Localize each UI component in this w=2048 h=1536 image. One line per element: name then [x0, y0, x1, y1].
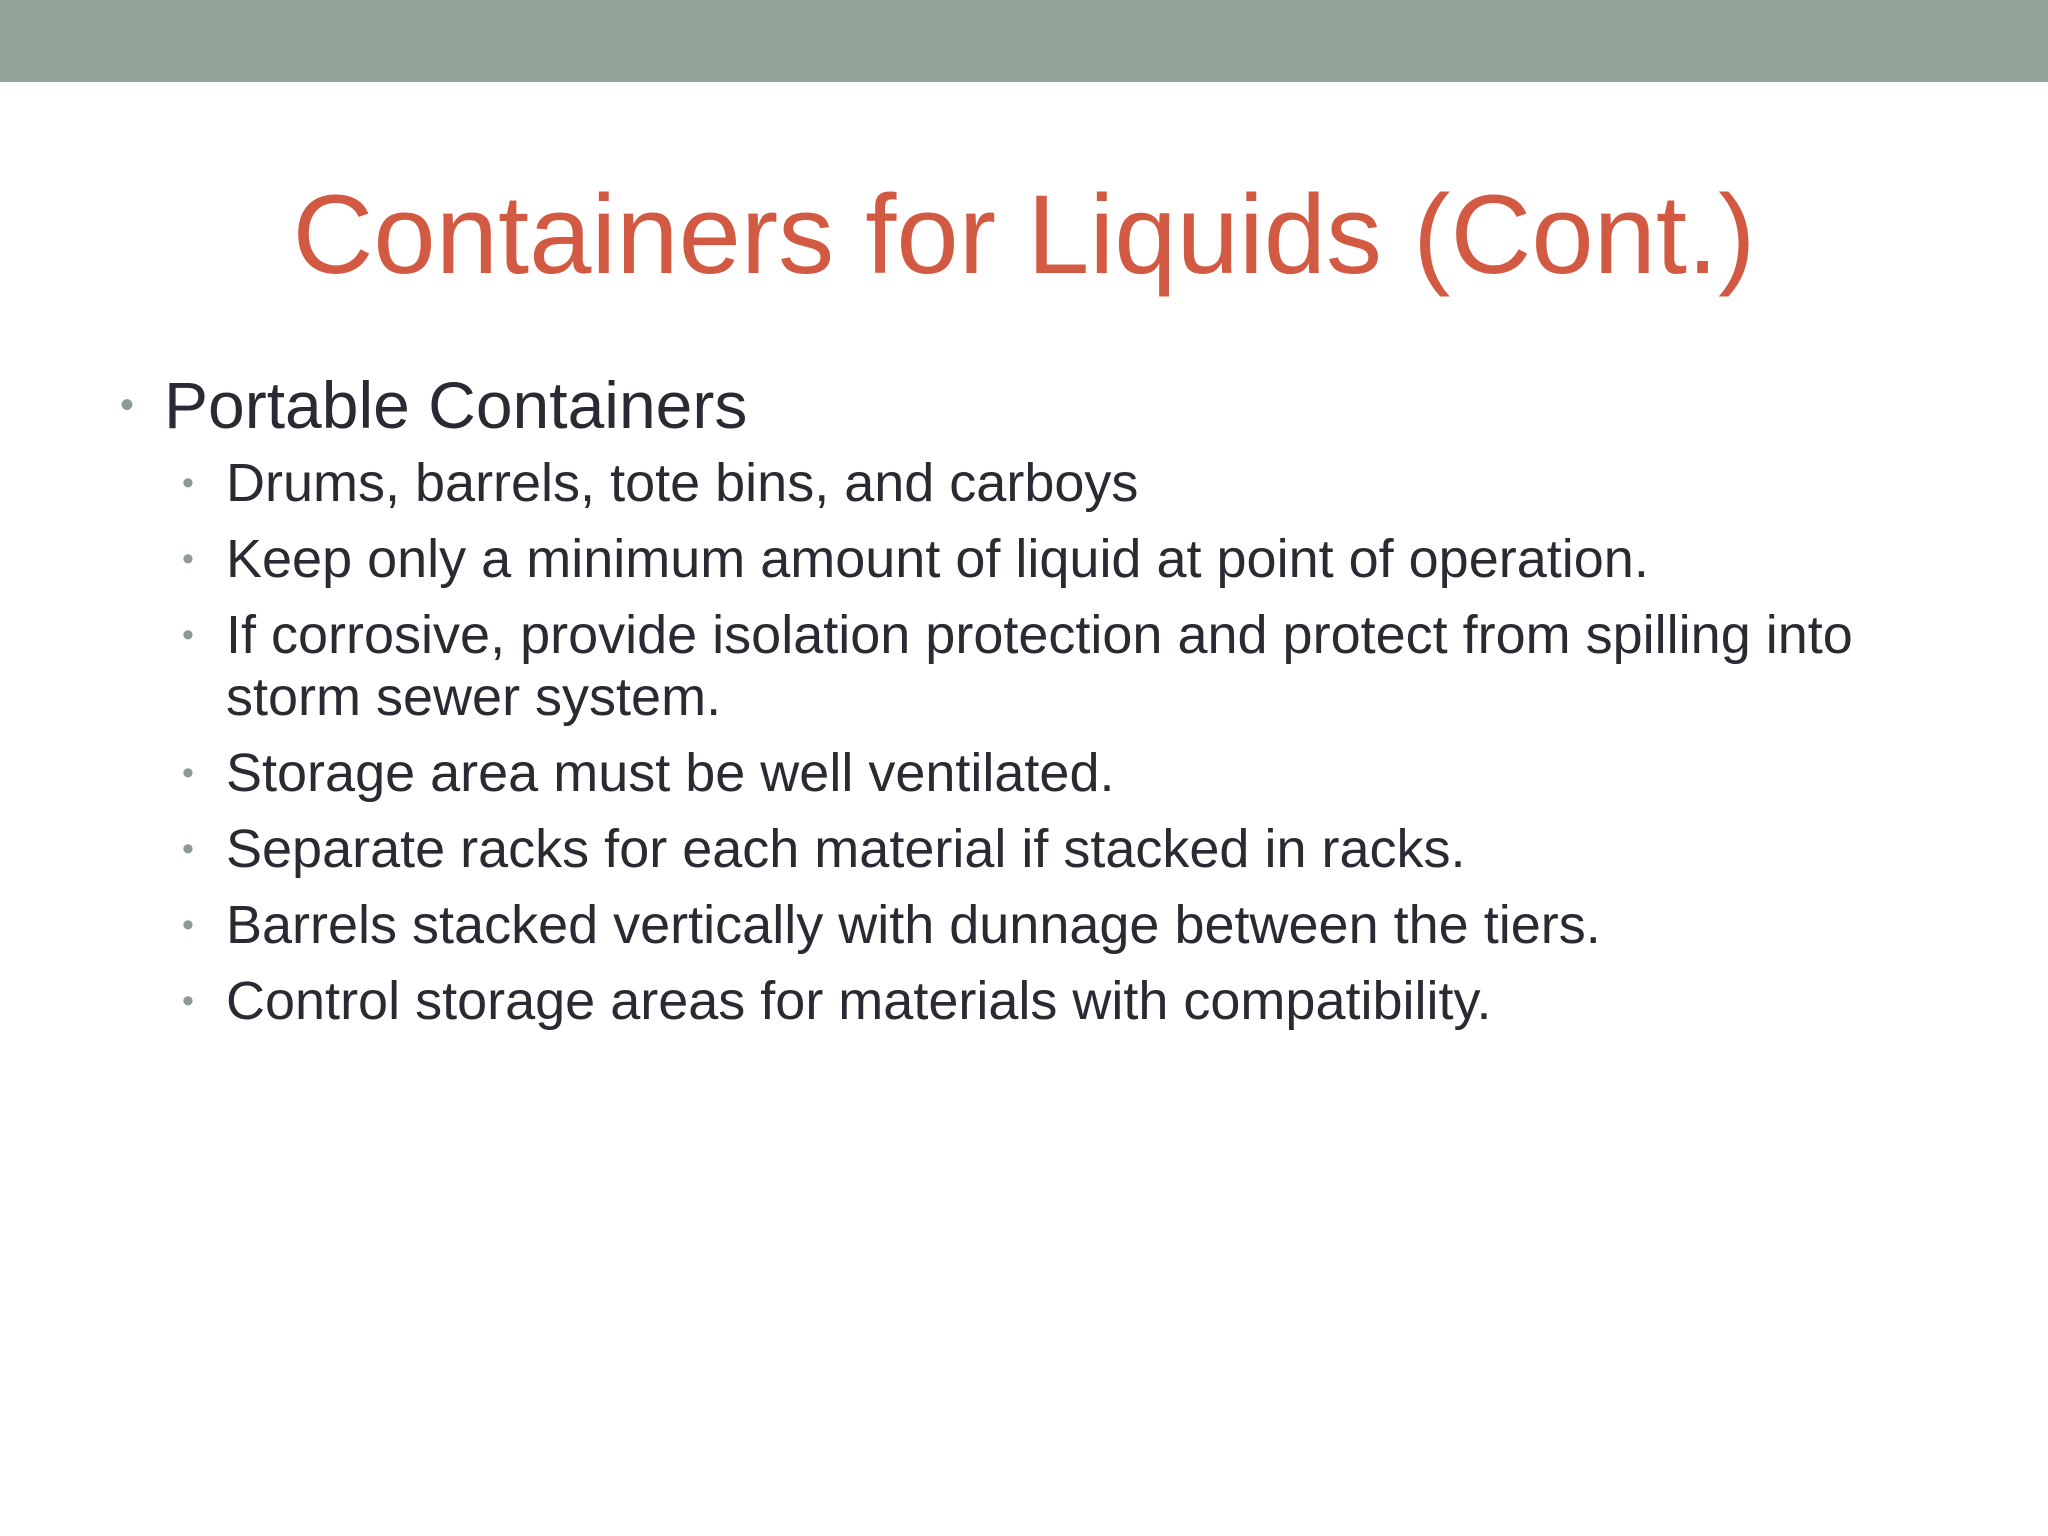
sub-bullet-list	[120, 452, 1920, 1032]
slide-body	[120, 366, 1920, 1046]
sub-bullet-item	[120, 970, 1920, 1032]
sub-bullet-text: If corrosive, provide isolation protection and protect from spilling into storm sewer system.	[226, 605, 1853, 727]
bullet-dot-icon: •	[182, 830, 194, 868]
sub-bullet-text: Storage area must be well ventilated.	[226, 743, 1115, 803]
sub-bullet-text: Separate racks for each material if stacked in racks.	[226, 819, 1466, 879]
sub-bullet-item	[120, 452, 1920, 514]
sub-bullet-item	[120, 528, 1920, 590]
sub-bullet-item	[120, 742, 1920, 804]
top-color-band	[0, 0, 2048, 82]
sub-bullet-text: Barrels stacked vertically with dunnage between the tiers.	[226, 895, 1601, 955]
bullet-dot-icon: •	[182, 906, 194, 944]
bullet-dot-icon: •	[182, 982, 194, 1020]
sub-bullet-item	[120, 604, 1920, 728]
sub-bullet-text: Drums, barrels, tote bins, and carboys	[226, 453, 1139, 513]
sub-bullet-text: Control storage areas for materials with compatibility.	[226, 971, 1492, 1031]
bullet-dot-icon: •	[182, 464, 194, 502]
bullet-item-level1	[120, 366, 1920, 444]
bullet-text: Portable Containers	[164, 368, 748, 442]
bullet-dot-icon: •	[182, 540, 194, 578]
sub-bullet-item	[120, 894, 1920, 956]
bullet-dot-icon: •	[120, 383, 135, 427]
slide-title: Containers for Liquids (Cont.)	[292, 172, 1756, 297]
bullet-dot-icon: •	[182, 616, 194, 654]
sub-bullet-item	[120, 818, 1920, 880]
sub-bullet-text: Keep only a minimum amount of liquid at point of operation.	[226, 529, 1649, 589]
bullet-dot-icon: •	[182, 754, 194, 792]
